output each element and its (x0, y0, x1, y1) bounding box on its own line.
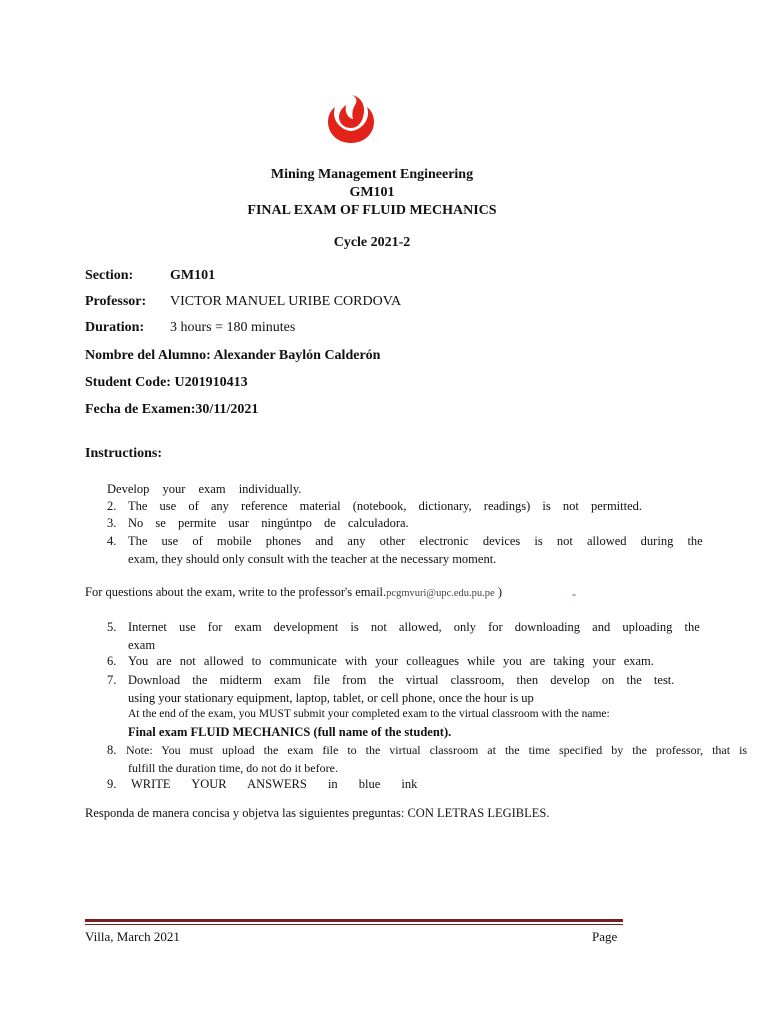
duration-value: 3 hours = 180 minutes (170, 320, 296, 335)
instruction-7-number: 7. (107, 673, 117, 687)
instruction-2-number: 2. (107, 499, 117, 513)
logo-flame-icon (328, 95, 374, 143)
instruction-4-number: 4. (107, 534, 117, 548)
email-link-dash: - (572, 587, 577, 601)
instruction-4-line-1: The use of mobile phones and any other electronic devices is not allowed during the (128, 534, 703, 548)
instruction-2-text: The use of any reference material (notebook, dictionary, readings) is not permitted. (128, 499, 643, 513)
instruction-7-line-3: At the end of the exam, you MUST submit your completed exam to the virtual classroom with the name: (128, 708, 610, 720)
instruction-7-line-1: Download the midterm exam file from the virtual classroom, then develop on the test. (128, 673, 675, 687)
professor-field (85, 294, 401, 310)
instruction-6: You are not allowed to communicate with your colleagues while you are taking your exam. (128, 654, 654, 668)
instruction-8-line-1: Note: You must upload the exam file to the virtual classroom at the time specified by the professor, that is (126, 743, 748, 757)
professor-email[interactable]: pcgmvuri@upc.edu.pu.pe (386, 588, 495, 599)
student-code: Student Code: U201910413 (85, 375, 248, 390)
instruction-8-number: 8. (107, 743, 117, 757)
professor-label: Professor: (85, 294, 147, 309)
footer-location-date: Villa, March 2021 (85, 929, 180, 944)
email-line (85, 585, 502, 600)
instruction-5-number: 5. (107, 620, 117, 634)
exam-date: Fecha de Examen:30/11/2021 (85, 402, 259, 417)
instruction-7-line-2: using your stationary equipment, laptop, tablet, or cell phone, once the hour is up (128, 691, 534, 705)
instruction-2 (128, 499, 656, 514)
instruction-1: Develop your exam individually. (107, 482, 302, 496)
course-code: GM101 (349, 185, 395, 200)
upc-logo (325, 95, 377, 147)
instruction-6-number: 6. (107, 654, 117, 668)
instruction-9-number: 9. (107, 777, 117, 791)
instruction-8-line-2: fulfill the duration time, do not do it before. (128, 761, 338, 775)
student-name: Nombre del Alumno: Alexander Baylón Calderón (85, 348, 381, 363)
instruction-7-filename: Final exam FLUID MECHANICS (full name of the student). (128, 725, 452, 739)
program-title: Mining Management Engineering (270, 167, 474, 182)
professor-value: VICTOR MANUEL URIBE CORDOVA (170, 294, 402, 309)
footer-rule-thick (85, 919, 623, 922)
duration-label: Duration: (85, 320, 145, 335)
instructions-heading: Instructions: (85, 446, 163, 461)
email-text: For questions about the exam, write to the professor's email. (85, 585, 387, 599)
footer-page-label: Page (592, 929, 618, 944)
duration-field (85, 320, 295, 336)
instruction-5-line-1: Internet use for exam development is not allowed, only for downloading and uploading the (128, 620, 700, 634)
instruction-5-line-2: exam (128, 638, 156, 652)
instruction-3: No se permite usar ningúntpo de calculadora. (128, 516, 409, 530)
exam-title: FINAL EXAM OF FLUID MECHANICS (247, 203, 497, 218)
section-value: GM101 (170, 268, 216, 283)
cycle-label: Cycle 2021-2 (333, 235, 411, 250)
section-label: Section: (85, 268, 134, 283)
section-field (85, 268, 215, 284)
footer-rule-thin (85, 924, 623, 925)
instruction-3-number: 3. (107, 516, 117, 530)
closing-instruction: Responda de manera concisa y objetva las siguientes preguntas: CON LETRAS LEGIBLES. (85, 806, 550, 820)
instruction-4-line-2: exam, they should only consult with the teacher at the necessary moment. (128, 552, 497, 566)
email-close-paren: ) (497, 585, 502, 599)
instruction-9: WRITE YOUR ANSWERS in blue ink (131, 777, 418, 791)
